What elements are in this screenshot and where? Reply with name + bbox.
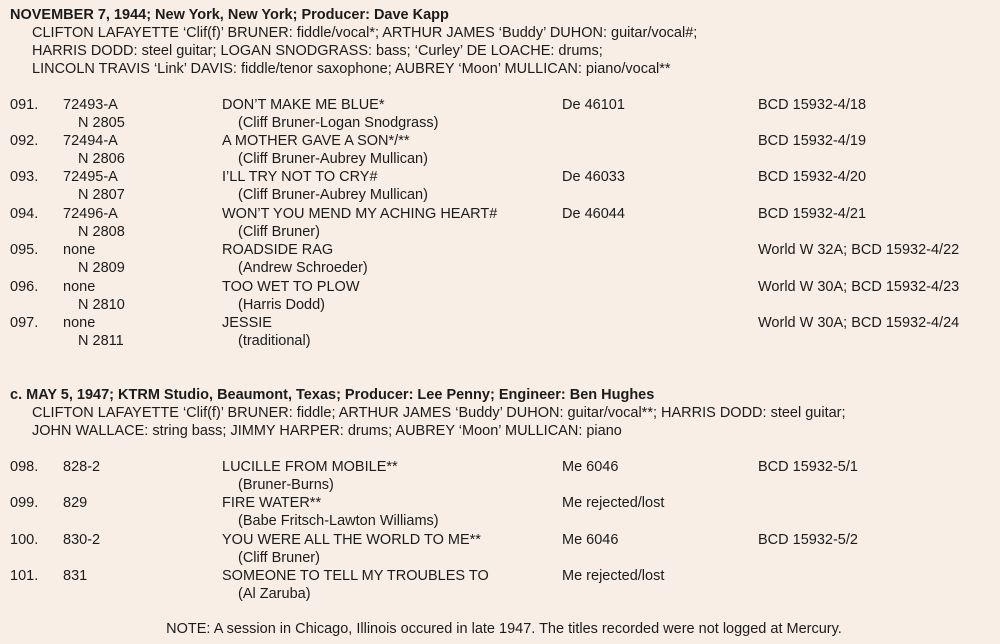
song-title: I’LL TRY NOT TO CRY# bbox=[222, 169, 378, 185]
reissue: World W 30A; BCD 15932-4/23 bbox=[758, 279, 960, 295]
track-number: 099. bbox=[10, 495, 39, 511]
track-number: 098. bbox=[10, 459, 39, 475]
matrix-number: 829 bbox=[63, 495, 88, 511]
track-number: 092. bbox=[10, 133, 39, 149]
song-title: LUCILLE FROM MOBILE** bbox=[222, 459, 398, 475]
track-entry bbox=[0, 494, 1000, 530]
release-label: Me rejected/lost bbox=[562, 495, 665, 511]
composer: (traditional) bbox=[238, 333, 311, 349]
track-number: 096. bbox=[10, 279, 39, 295]
composer: (Cliff Bruner-Logan Snodgrass) bbox=[238, 115, 439, 131]
release-label: Me rejected/lost bbox=[562, 568, 665, 584]
reissue: BCD 15932-4/19 bbox=[758, 133, 867, 149]
matrix-number: none bbox=[63, 315, 96, 331]
track-number: 095. bbox=[10, 242, 39, 258]
track-number: 100. bbox=[10, 532, 39, 548]
personnel-line: LINCOLN TRAVIS ‘Link’ DAVIS: fiddle/tenor saxophone; AUBREY ‘Moon’ MULLICAN: piano/vocal** bbox=[32, 61, 671, 77]
track-number: 094. bbox=[10, 206, 39, 222]
alt-matrix-number: N 2808 bbox=[78, 224, 125, 240]
matrix-number: 72496-A bbox=[63, 206, 118, 222]
matrix-number: 72495-A bbox=[63, 169, 118, 185]
reissue: BCD 15932-5/1 bbox=[758, 459, 858, 475]
track-number: 093. bbox=[10, 169, 39, 185]
reissue: BCD 15932-4/21 bbox=[758, 206, 867, 222]
track-entry bbox=[0, 168, 1000, 204]
footnote: NOTE: A session in Chicago, Illinois occured in late 1947. The titles recorded were not logged at Mercury. bbox=[166, 621, 842, 637]
track-entry bbox=[0, 241, 1000, 277]
release-label: Me 6046 bbox=[562, 459, 619, 475]
composer: (Andrew Schroeder) bbox=[238, 260, 368, 276]
alt-matrix-number: N 2810 bbox=[78, 297, 125, 313]
track-entry bbox=[0, 458, 1000, 494]
reissue: World W 30A; BCD 15932-4/24 bbox=[758, 315, 960, 331]
composer: (Bruner-Burns) bbox=[238, 477, 334, 493]
release-label: De 46101 bbox=[562, 97, 625, 113]
release-label: De 46033 bbox=[562, 169, 625, 185]
song-title: DON’T MAKE ME BLUE* bbox=[222, 97, 385, 113]
release-label: De 46044 bbox=[562, 206, 625, 222]
track-number: 091. bbox=[10, 97, 39, 113]
matrix-number: 828-2 bbox=[63, 459, 101, 475]
session-title: c. MAY 5, 1947; KTRM Studio, Beaumont, Texas; Producer: Lee Penny; Engineer: Ben Hughes bbox=[10, 387, 655, 403]
alt-matrix-number: N 2809 bbox=[78, 260, 125, 276]
personnel-line: CLIFTON LAFAYETTE ‘Clif(f)’ BRUNER: fiddle/vocal*; ARTHUR JAMES ‘Buddy’ DUHON: guitar/vocal#; bbox=[32, 25, 698, 41]
song-title: FIRE WATER** bbox=[222, 495, 322, 511]
reissue: BCD 15932-4/18 bbox=[758, 97, 867, 113]
composer: (Cliff Bruner-Aubrey Mullican) bbox=[238, 151, 428, 167]
matrix-number: 72493-A bbox=[63, 97, 118, 113]
matrix-number: none bbox=[63, 279, 96, 295]
track-entry bbox=[0, 205, 1000, 241]
alt-matrix-number: N 2805 bbox=[78, 115, 125, 131]
song-title: WON’T YOU MEND MY ACHING HEART# bbox=[222, 206, 498, 222]
session-title: NOVEMBER 7, 1944; New York, New York; Producer: Dave Kapp bbox=[10, 7, 449, 23]
alt-matrix-number: N 2811 bbox=[78, 333, 124, 349]
matrix-number: none bbox=[63, 242, 96, 258]
reissue: World W 32A; BCD 15932-4/22 bbox=[758, 242, 960, 258]
track-number: 097. bbox=[10, 315, 39, 331]
reissue: BCD 15932-4/20 bbox=[758, 169, 867, 185]
track-entry bbox=[0, 531, 1000, 567]
alt-matrix-number: N 2806 bbox=[78, 151, 125, 167]
song-title: A MOTHER GAVE A SON*/** bbox=[222, 133, 410, 149]
composer: (Cliff Bruner) bbox=[238, 224, 320, 240]
personnel-line: HARRIS DODD: steel guitar; LOGAN SNODGRASS: bass; ‘Curley’ DE LOACHE: drums; bbox=[32, 43, 603, 59]
composer: (Cliff Bruner) bbox=[238, 550, 320, 566]
composer: (Harris Dodd) bbox=[238, 297, 326, 313]
personnel-line: CLIFTON LAFAYETTE ‘Clif(f)’ BRUNER: fiddle; ARTHUR JAMES ‘Buddy’ DUHON: guitar/vocal**; HARRIS DODD: steel guitar; bbox=[32, 405, 846, 421]
track-entry bbox=[0, 567, 1000, 603]
song-title: JESSIE bbox=[222, 315, 272, 331]
track-entry bbox=[0, 314, 1000, 350]
song-title: YOU WERE ALL THE WORLD TO ME** bbox=[222, 532, 481, 548]
song-title: TOO WET TO PLOW bbox=[222, 279, 360, 295]
composer: (Cliff Bruner-Aubrey Mullican) bbox=[238, 187, 428, 203]
track-entry bbox=[0, 278, 1000, 314]
reissue: BCD 15932-5/2 bbox=[758, 532, 858, 548]
release-label: Me 6046 bbox=[562, 532, 619, 548]
song-title: ROADSIDE RAG bbox=[222, 242, 334, 258]
matrix-number: 72494-A bbox=[63, 133, 118, 149]
matrix-number: 831 bbox=[63, 568, 88, 584]
composer: (Babe Fritsch-Lawton Williams) bbox=[238, 513, 439, 529]
track-entry bbox=[0, 132, 1000, 168]
track-number: 101. bbox=[10, 568, 39, 584]
composer: (Al Zaruba) bbox=[238, 586, 311, 602]
track-entry bbox=[0, 96, 1000, 132]
session-header bbox=[10, 6, 995, 78]
song-title: SOMEONE TO TELL MY TROUBLES TO bbox=[222, 568, 489, 584]
matrix-number: 830-2 bbox=[63, 532, 101, 548]
personnel-line: JOHN WALLACE: string bass; JIMMY HARPER: drums; AUBREY ‘Moon’ MULLICAN: piano bbox=[32, 423, 622, 439]
session-header bbox=[10, 386, 995, 440]
alt-matrix-number: N 2807 bbox=[78, 187, 125, 203]
